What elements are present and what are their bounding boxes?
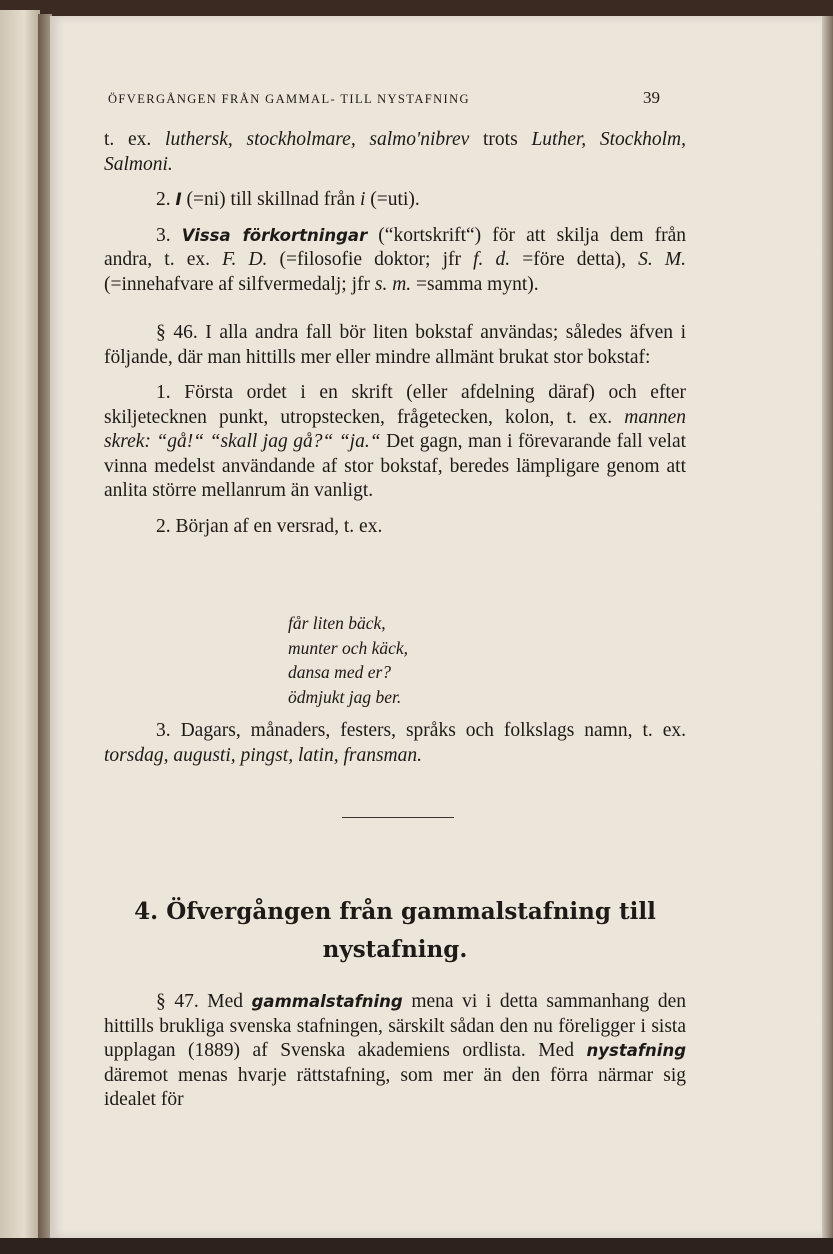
chapter-heading xyxy=(104,893,686,969)
item-3-abbreviations: 3. Vissa förkortningar (“kortskrift“) för att skilja dem från andra, t. ex. F. D. (=filosofie doktor; jfr f. d. =före detta), S. M. (=innehafvare af silfvermedalj; jfr s. m. =samma mynt). xyxy=(104,224,687,295)
running-header xyxy=(108,88,660,112)
section-46: § 46. I alla andra fall bör liten bokstaf användas; således äfven i följande, där man hittills mer eller mindre allmänt brukat stor bokstaf: xyxy=(104,322,686,368)
separator-rule xyxy=(342,817,454,818)
verse-line: dansa med er? xyxy=(288,662,392,682)
page-edge-bottom xyxy=(0,1238,833,1254)
page-edge-right xyxy=(822,16,833,1238)
page-number: 39 xyxy=(643,88,660,107)
heading-line: nystafning. xyxy=(322,936,468,963)
verse-line: ödmjukt jag ber. xyxy=(288,686,402,707)
text-block-middle xyxy=(104,719,686,768)
paragraph-examples: t. ex. luthersk, stockholmare, salmo'nibrev trots Luther, Stockholm, Salmoni. xyxy=(104,129,686,175)
running-title: ÖFVERGÅNGEN FRÅN GAMMAL- TILL NYSTAFNING xyxy=(108,92,470,106)
verse-line: munter och käck, xyxy=(288,637,409,658)
item-2-verse: 2. Början af en versrad, t. ex. xyxy=(156,515,383,537)
heading-line: 4. Öfvergången från gammalstafning till xyxy=(134,898,656,925)
item-1-first-word: 1. Första ordet i en skrift (eller afdelning däraf) och efter skiljetecknen punkt, utropstecken, frågetecken, kolon, t. ex. mannen skrek: “gå!“ “skall jag gå?“ “ja.“ Det gagn, man i förevarande fall velat vinna medelst användande af stor bokstaf, beredes lämpligare genom att anlita större mellanrum än vanligt. xyxy=(104,382,687,501)
text-block-lower xyxy=(104,990,686,1113)
text-block-upper xyxy=(104,128,686,539)
facing-page-edge xyxy=(0,10,40,1246)
item-3-names: 3. Dagars, månaders, festers, språks och folkslags namn, t. ex. torsdag, augusti, pingst, latin, fransman. xyxy=(104,720,686,766)
verse-example xyxy=(288,611,408,709)
verse-line: får liten bäck, xyxy=(288,613,386,633)
item-2-ni: 2. I (=ni) till skillnad från i (=uti). xyxy=(156,189,420,210)
section-47: § 47. Med gammalstafning mena vi i detta sammanhang den hittills brukliga svenska stafningen, särskilt sådan den nu föreligger i sista upplagan (1889) af Svenska akademiens ordlista. Med nystafning däremot menas hvarje rättstafning, som mer än den förra närmar sig idealet för xyxy=(104,991,686,1110)
